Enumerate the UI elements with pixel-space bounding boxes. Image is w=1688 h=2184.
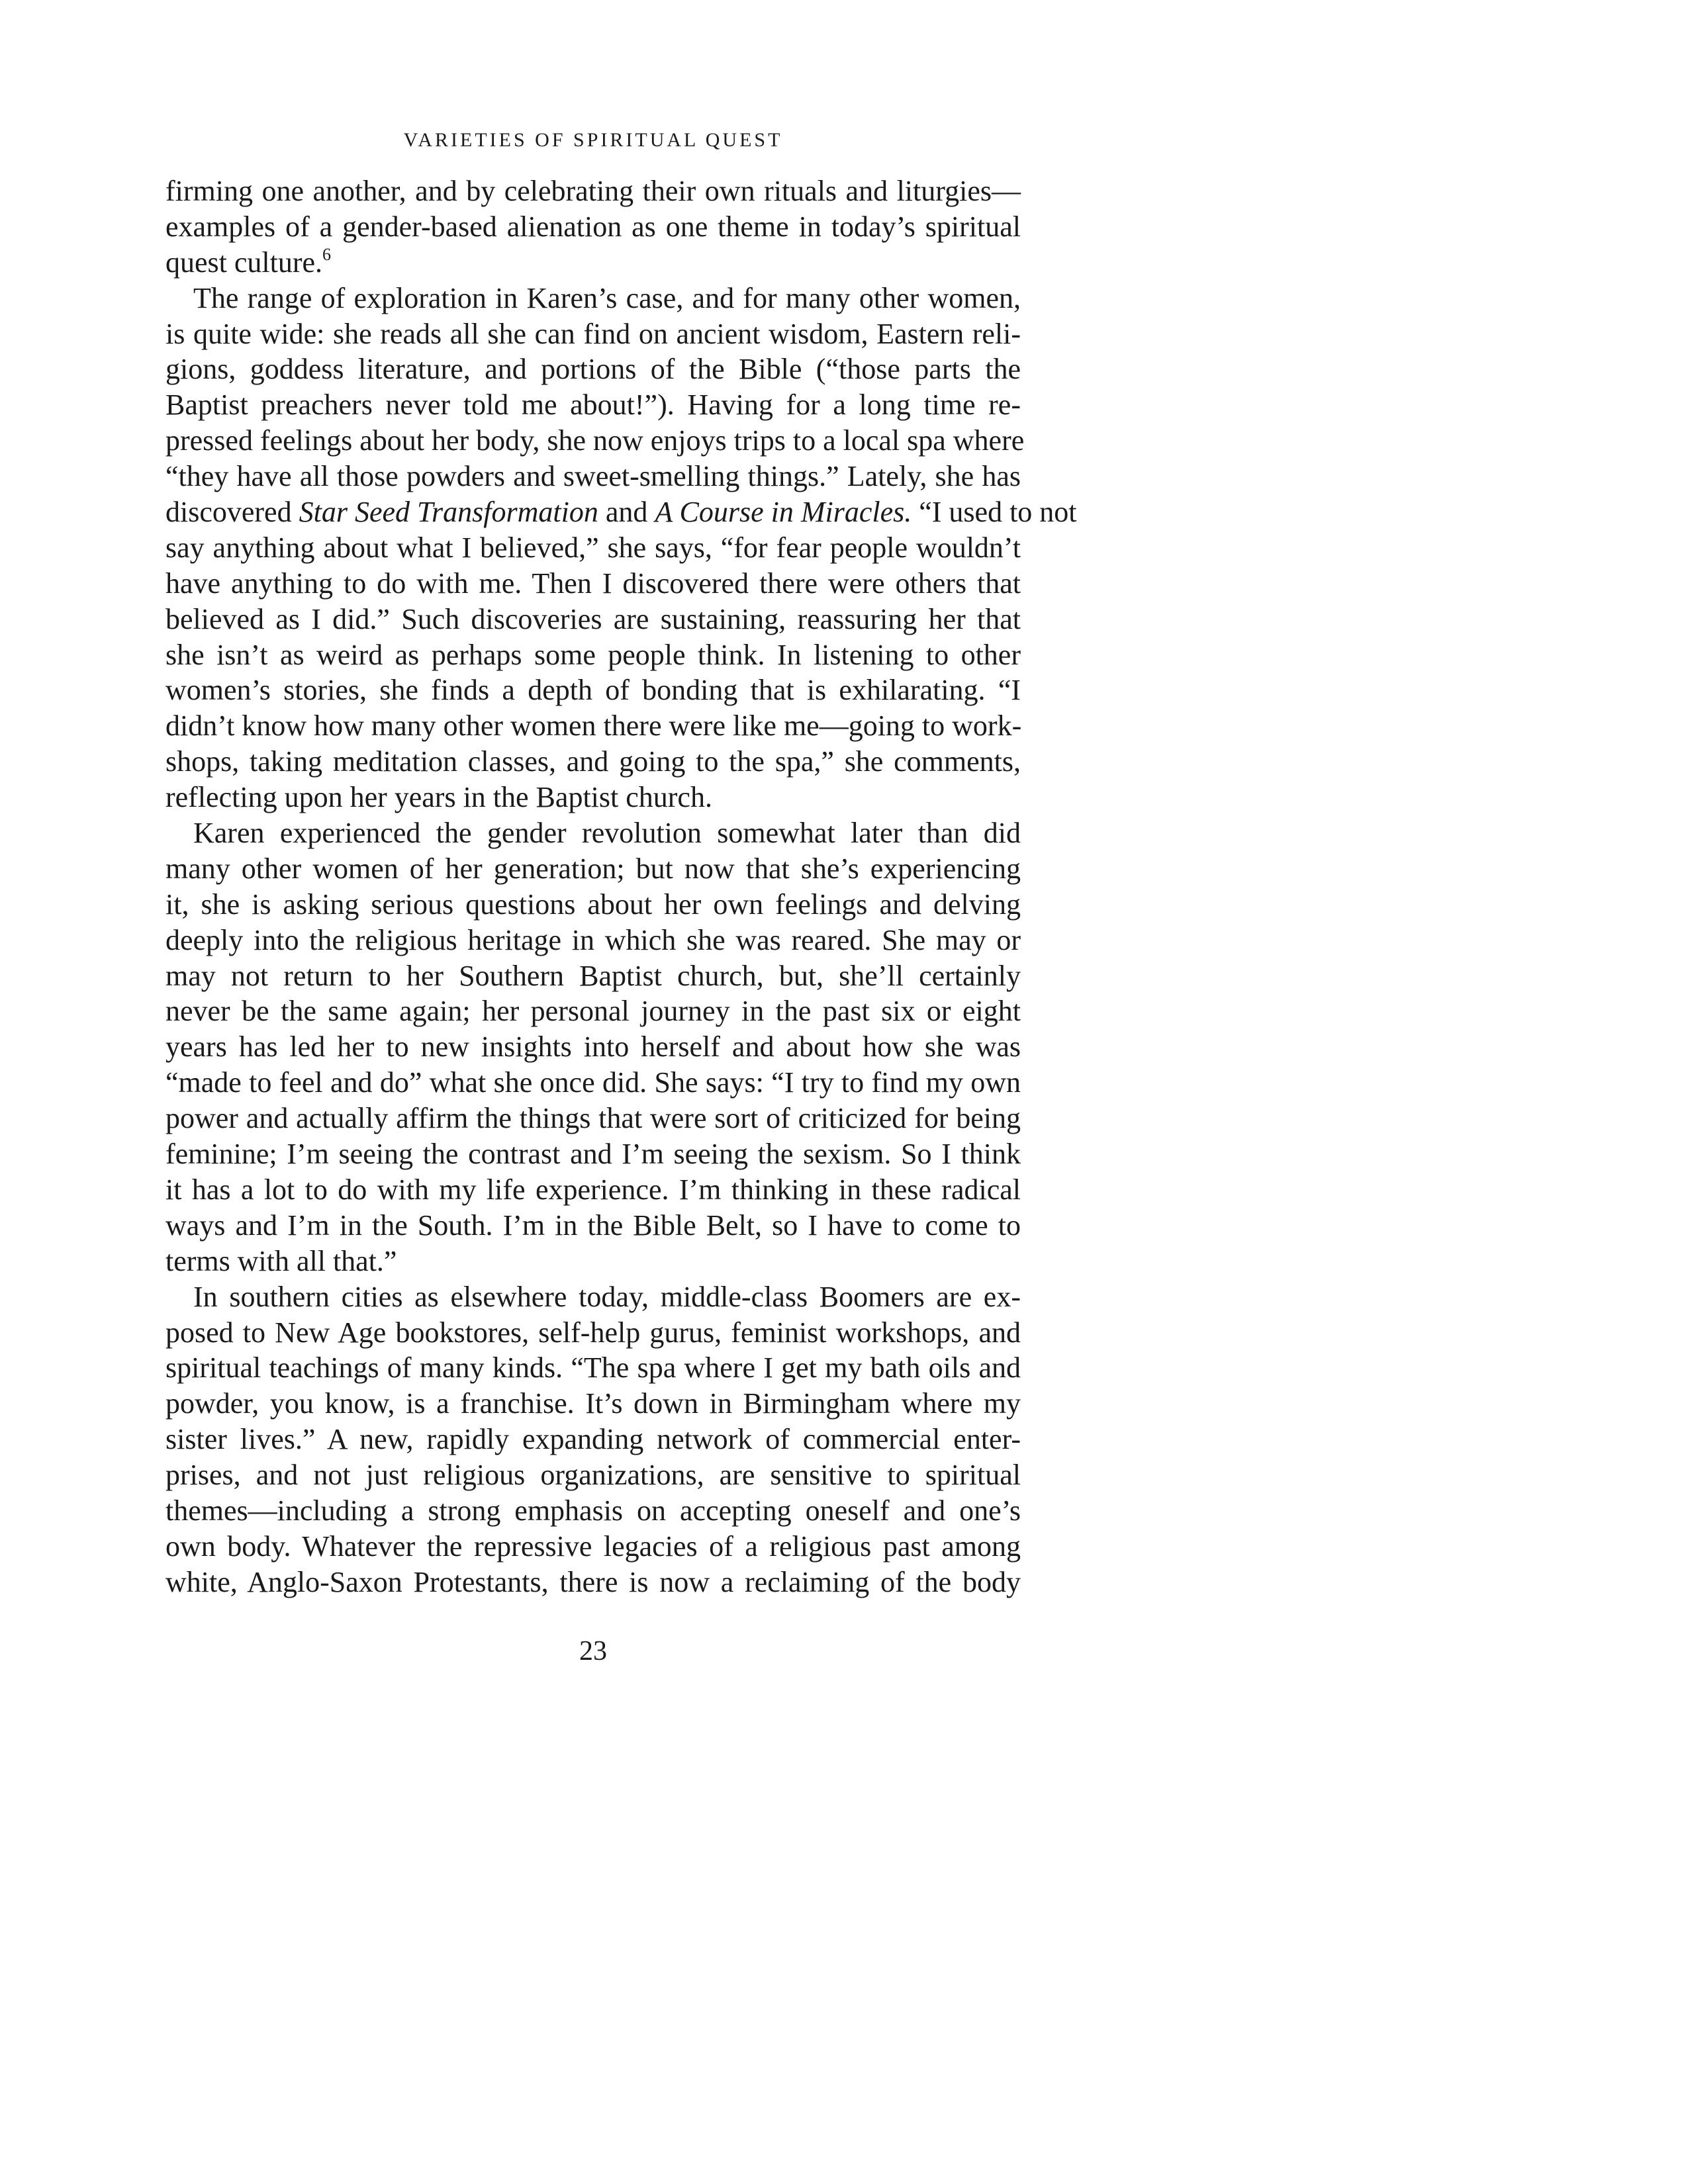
text-line: Baptist preachers never told me about!”). Having for a long time re-: [165, 388, 1021, 422]
text-segment: “I used to not: [912, 496, 1077, 529]
body-text: [165, 173, 1077, 1600]
text-line: ways and I’m in the South. I’m in the Bible Belt, so I have to come to: [165, 1208, 1021, 1242]
text-line: spiritual teachings of many kinds. “The spa where I get my bath oils and: [165, 1351, 1021, 1385]
text-line: “they have all those powders and sweet-smelling things.” Lately, she has: [165, 460, 1021, 493]
paragraph-3: [165, 815, 1021, 1279]
paragraph-1: [165, 173, 1021, 281]
text-line-content: quest culture.: [165, 246, 323, 279]
text-line: The range of exploration in Karen’s case, and for many other women,: [193, 281, 1021, 314]
text-line: reflecting upon her years in the Baptist church.: [165, 781, 712, 814]
text-line: women’s stories, she finds a depth of bonding that is exhilarating. “I: [165, 674, 1021, 707]
text-line: didn’t know how many other women there were like me—going to work-: [165, 709, 1022, 743]
text-line: examples of a gender-based alienation as one theme in today’s spiritual: [165, 210, 1021, 243]
text-line: shops, taking meditation classes, and going to the spa,” she comments,: [165, 745, 1021, 778]
text-line: say anything about what I believed,” she says, “for fear people wouldn’t: [165, 531, 1021, 564]
text-line: it has a lot to do with my life experience. I’m thinking in these radical: [165, 1173, 1021, 1206]
text-line: pressed feelings about her body, she now enjoys trips to a local spa where: [165, 424, 1025, 457]
paragraph-2: [165, 281, 1077, 815]
text-line: themes—including a strong emphasis on accepting oneself and one’s: [165, 1494, 1021, 1527]
page-number: 23: [579, 1636, 607, 1666]
book-title-star-seed: Star Seed Transformation: [299, 496, 598, 529]
book-title-course-in-miracles: A Course in Miracles.: [655, 496, 912, 529]
text-line: powder, you know, is a franchise. It’s down in Birmingham where my: [165, 1387, 1021, 1420]
text-line: may not return to her Southern Baptist church, but, she’ll certainly: [165, 959, 1021, 992]
text-line: is quite wide: she reads all she can find on ancient wisdom, Eastern reli-: [165, 317, 1021, 350]
text-line: “made to feel and do” what she once did. She says: “I try to find my own: [165, 1066, 1021, 1099]
text-line: firming one another, and by celebrating their own rituals and liturgies—: [165, 175, 1021, 207]
footnote-reference[interactable]: 6: [322, 244, 332, 264]
text-line: posed to New Age bookstores, self-help gurus, feminist workshops, and: [165, 1316, 1021, 1349]
text-line: [165, 245, 1021, 281]
text-line: feminine; I’m seeing the contrast and I’m seeing the sexism. So I think: [165, 1138, 1021, 1171]
text-line: gions, goddess literature, and portions of the Bible (“those parts the: [165, 353, 1021, 386]
text-line: [165, 494, 1077, 530]
text-line: never be the same again; her personal journey in the past six or eight: [165, 995, 1021, 1028]
text-line: she isn’t as weird as perhaps some people think. In listening to other: [165, 638, 1021, 671]
text-line: prises, and not just religious organizations, are sensitive to spiritual: [165, 1459, 1021, 1492]
paragraph-4: [165, 1279, 1021, 1600]
text-line: terms with all that.”: [165, 1244, 397, 1277]
text-line: power and actually affirm the things that were sort of criticized for being: [165, 1102, 1021, 1135]
text-line: sister lives.” A new, rapidly expanding network of commercial enter-: [165, 1423, 1021, 1456]
text-line: years has led her to new insights into herself and about how she was: [165, 1030, 1021, 1064]
text-line: it, she is asking serious questions about her own feelings and delving: [165, 887, 1021, 921]
text-segment: and: [598, 496, 655, 529]
text-line: In southern cities as elsewhere today, middle-class Boomers are ex-: [193, 1280, 1021, 1313]
text-line: deeply into the religious heritage in which she was reared. She may or: [165, 923, 1021, 956]
text-line: believed as I did.” Such discoveries are sustaining, reassuring her that: [165, 602, 1021, 635]
text-line: white, Anglo-Saxon Protestants, there is now a reclaiming of the body: [165, 1565, 1021, 1598]
text-line: have anything to do with me. Then I discovered there were others that: [165, 567, 1021, 600]
text-segment: discovered: [165, 496, 299, 529]
text-line: Karen experienced the gender revolution somewhat later than did: [193, 817, 1021, 850]
running-head: VARIETIES OF SPIRITUAL QUEST: [403, 129, 783, 151]
text-line: own body. Whatever the repressive legacies of a religious past among: [165, 1529, 1021, 1563]
text-line: many other women of her generation; but now that she’s experiencing: [165, 852, 1021, 885]
